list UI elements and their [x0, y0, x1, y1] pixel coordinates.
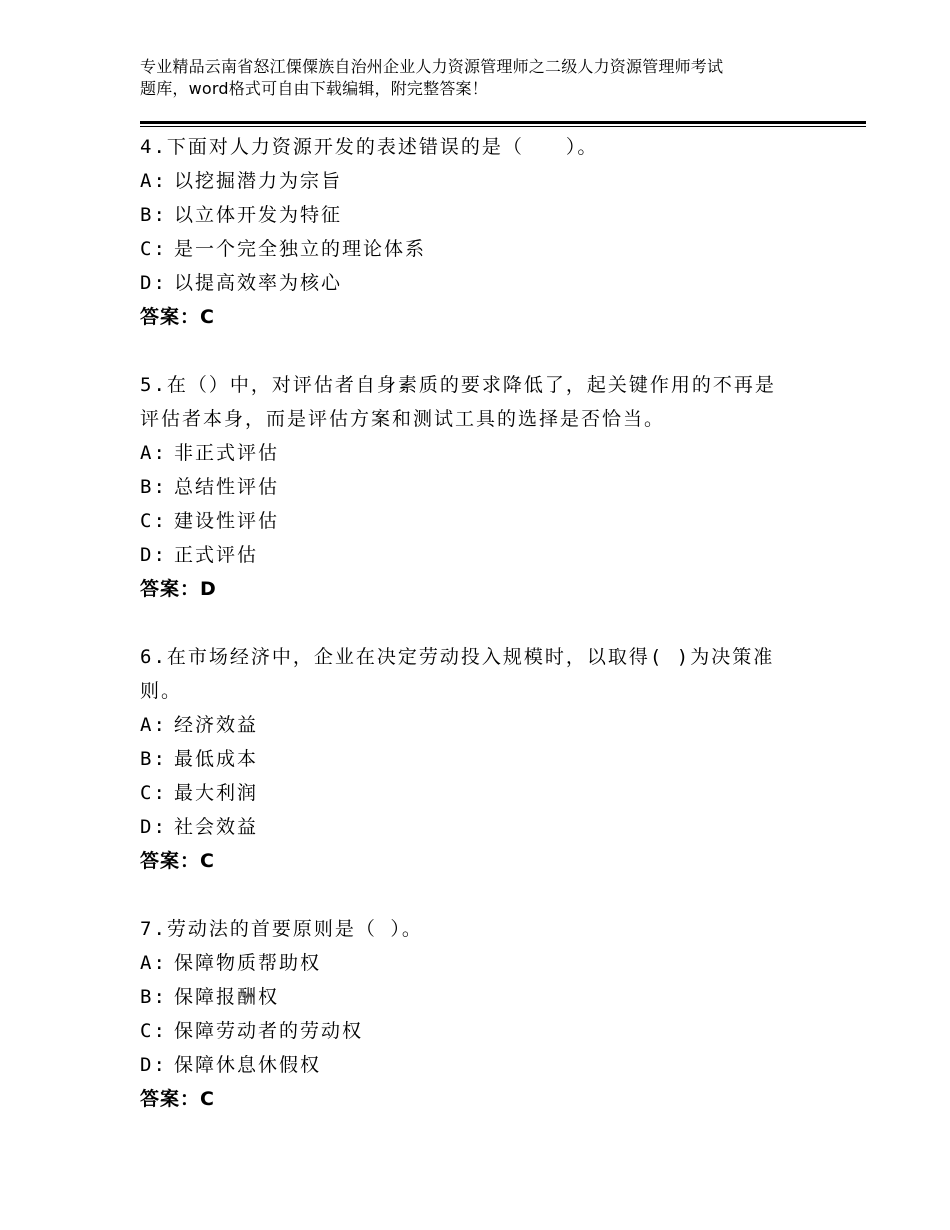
option-text: 以挖掘潜力为宗旨 — [174, 170, 343, 192]
option-text: 保障休息休假权 — [174, 1054, 322, 1076]
option-letter: B: — [140, 476, 167, 498]
option-letter: D: — [140, 544, 167, 566]
header-title-line-1: 专业精品云南省怒江傈僳族自治州企业人力资源管理师之二级人力资源管理师考试 — [140, 57, 724, 76]
option-letter: C: — [140, 510, 167, 532]
option-letter: C: — [140, 1020, 167, 1042]
answer-option — [140, 708, 840, 742]
option-text: 是一个完全独立的理论体系 — [174, 238, 427, 260]
answer-option — [140, 946, 840, 980]
question-stem: 7.劳动法的首要原则是（ ）。 — [140, 918, 423, 940]
answer-option — [140, 1048, 840, 1082]
option-text: 总结性评估 — [174, 476, 280, 498]
answer-option — [140, 504, 840, 538]
option-text: 保障物质帮助权 — [174, 952, 322, 974]
option-letter: B: — [140, 986, 167, 1008]
question-spacer — [140, 878, 840, 912]
answer-option — [140, 810, 840, 844]
question-item — [140, 640, 840, 878]
answer-option — [140, 232, 840, 266]
option-letter: D: — [140, 816, 167, 838]
document-header — [140, 56, 840, 100]
answer-option — [140, 538, 840, 572]
option-letter: A: — [140, 714, 167, 736]
question-item — [140, 912, 840, 1116]
option-letter: B: — [140, 204, 167, 226]
option-letter: A: — [140, 442, 167, 464]
option-letter: B: — [140, 748, 167, 770]
question-spacer — [140, 334, 840, 368]
answer-key: 答案：C — [140, 850, 215, 872]
option-text: 最大利润 — [174, 782, 259, 804]
question-stem: 6.在市场经济中，企业在决定劳动投入规模时，以取得( )为决策准 — [140, 646, 775, 668]
option-letter: A: — [140, 170, 167, 192]
header-divider-thin — [140, 126, 866, 127]
question-stem: 评估者本身，而是评估方案和测试工具的选择是否恰当。 — [140, 408, 666, 430]
option-text: 非正式评估 — [174, 442, 280, 464]
option-text: 以提高效率为核心 — [174, 272, 343, 294]
answer-key: 答案：D — [140, 578, 217, 600]
answer-option — [140, 164, 840, 198]
option-letter: A: — [140, 952, 167, 974]
option-text: 保障劳动者的劳动权 — [174, 1020, 364, 1042]
answer-key: 答案：C — [140, 1088, 215, 1110]
question-stem: 则。 — [140, 680, 183, 702]
option-text: 以立体开发为特征 — [174, 204, 343, 226]
option-text: 最低成本 — [174, 748, 259, 770]
answer-option — [140, 742, 840, 776]
question-item — [140, 368, 840, 606]
answer-option — [140, 436, 840, 470]
header-divider-thick — [140, 121, 866, 124]
option-text: 保障报酬权 — [174, 986, 280, 1008]
answer-option — [140, 1014, 840, 1048]
question-list — [140, 130, 840, 1116]
option-letter: D: — [140, 1054, 167, 1076]
option-text: 社会效益 — [174, 816, 259, 838]
option-text: 正式评估 — [174, 544, 259, 566]
answer-option — [140, 776, 840, 810]
answer-option — [140, 198, 840, 232]
question-stem: 5.在（）中，对评估者自身素质的要求降低了，起关键作用的不再是 — [140, 374, 776, 396]
question-item — [140, 130, 840, 334]
option-text: 建设性评估 — [174, 510, 280, 532]
answer-option — [140, 470, 840, 504]
answer-option — [140, 980, 840, 1014]
option-letter: C: — [140, 238, 167, 260]
option-text: 经济效益 — [174, 714, 259, 736]
question-spacer — [140, 606, 840, 640]
question-stem: 4.下面对人力资源开发的表述错误的是（ ）。 — [140, 136, 599, 158]
option-letter: C: — [140, 782, 167, 804]
option-letter: D: — [140, 272, 167, 294]
answer-key: 答案：C — [140, 306, 215, 328]
answer-option — [140, 266, 840, 300]
header-title-line-2: 题库，word格式可自由下载编辑，附完整答案！ — [140, 79, 488, 98]
